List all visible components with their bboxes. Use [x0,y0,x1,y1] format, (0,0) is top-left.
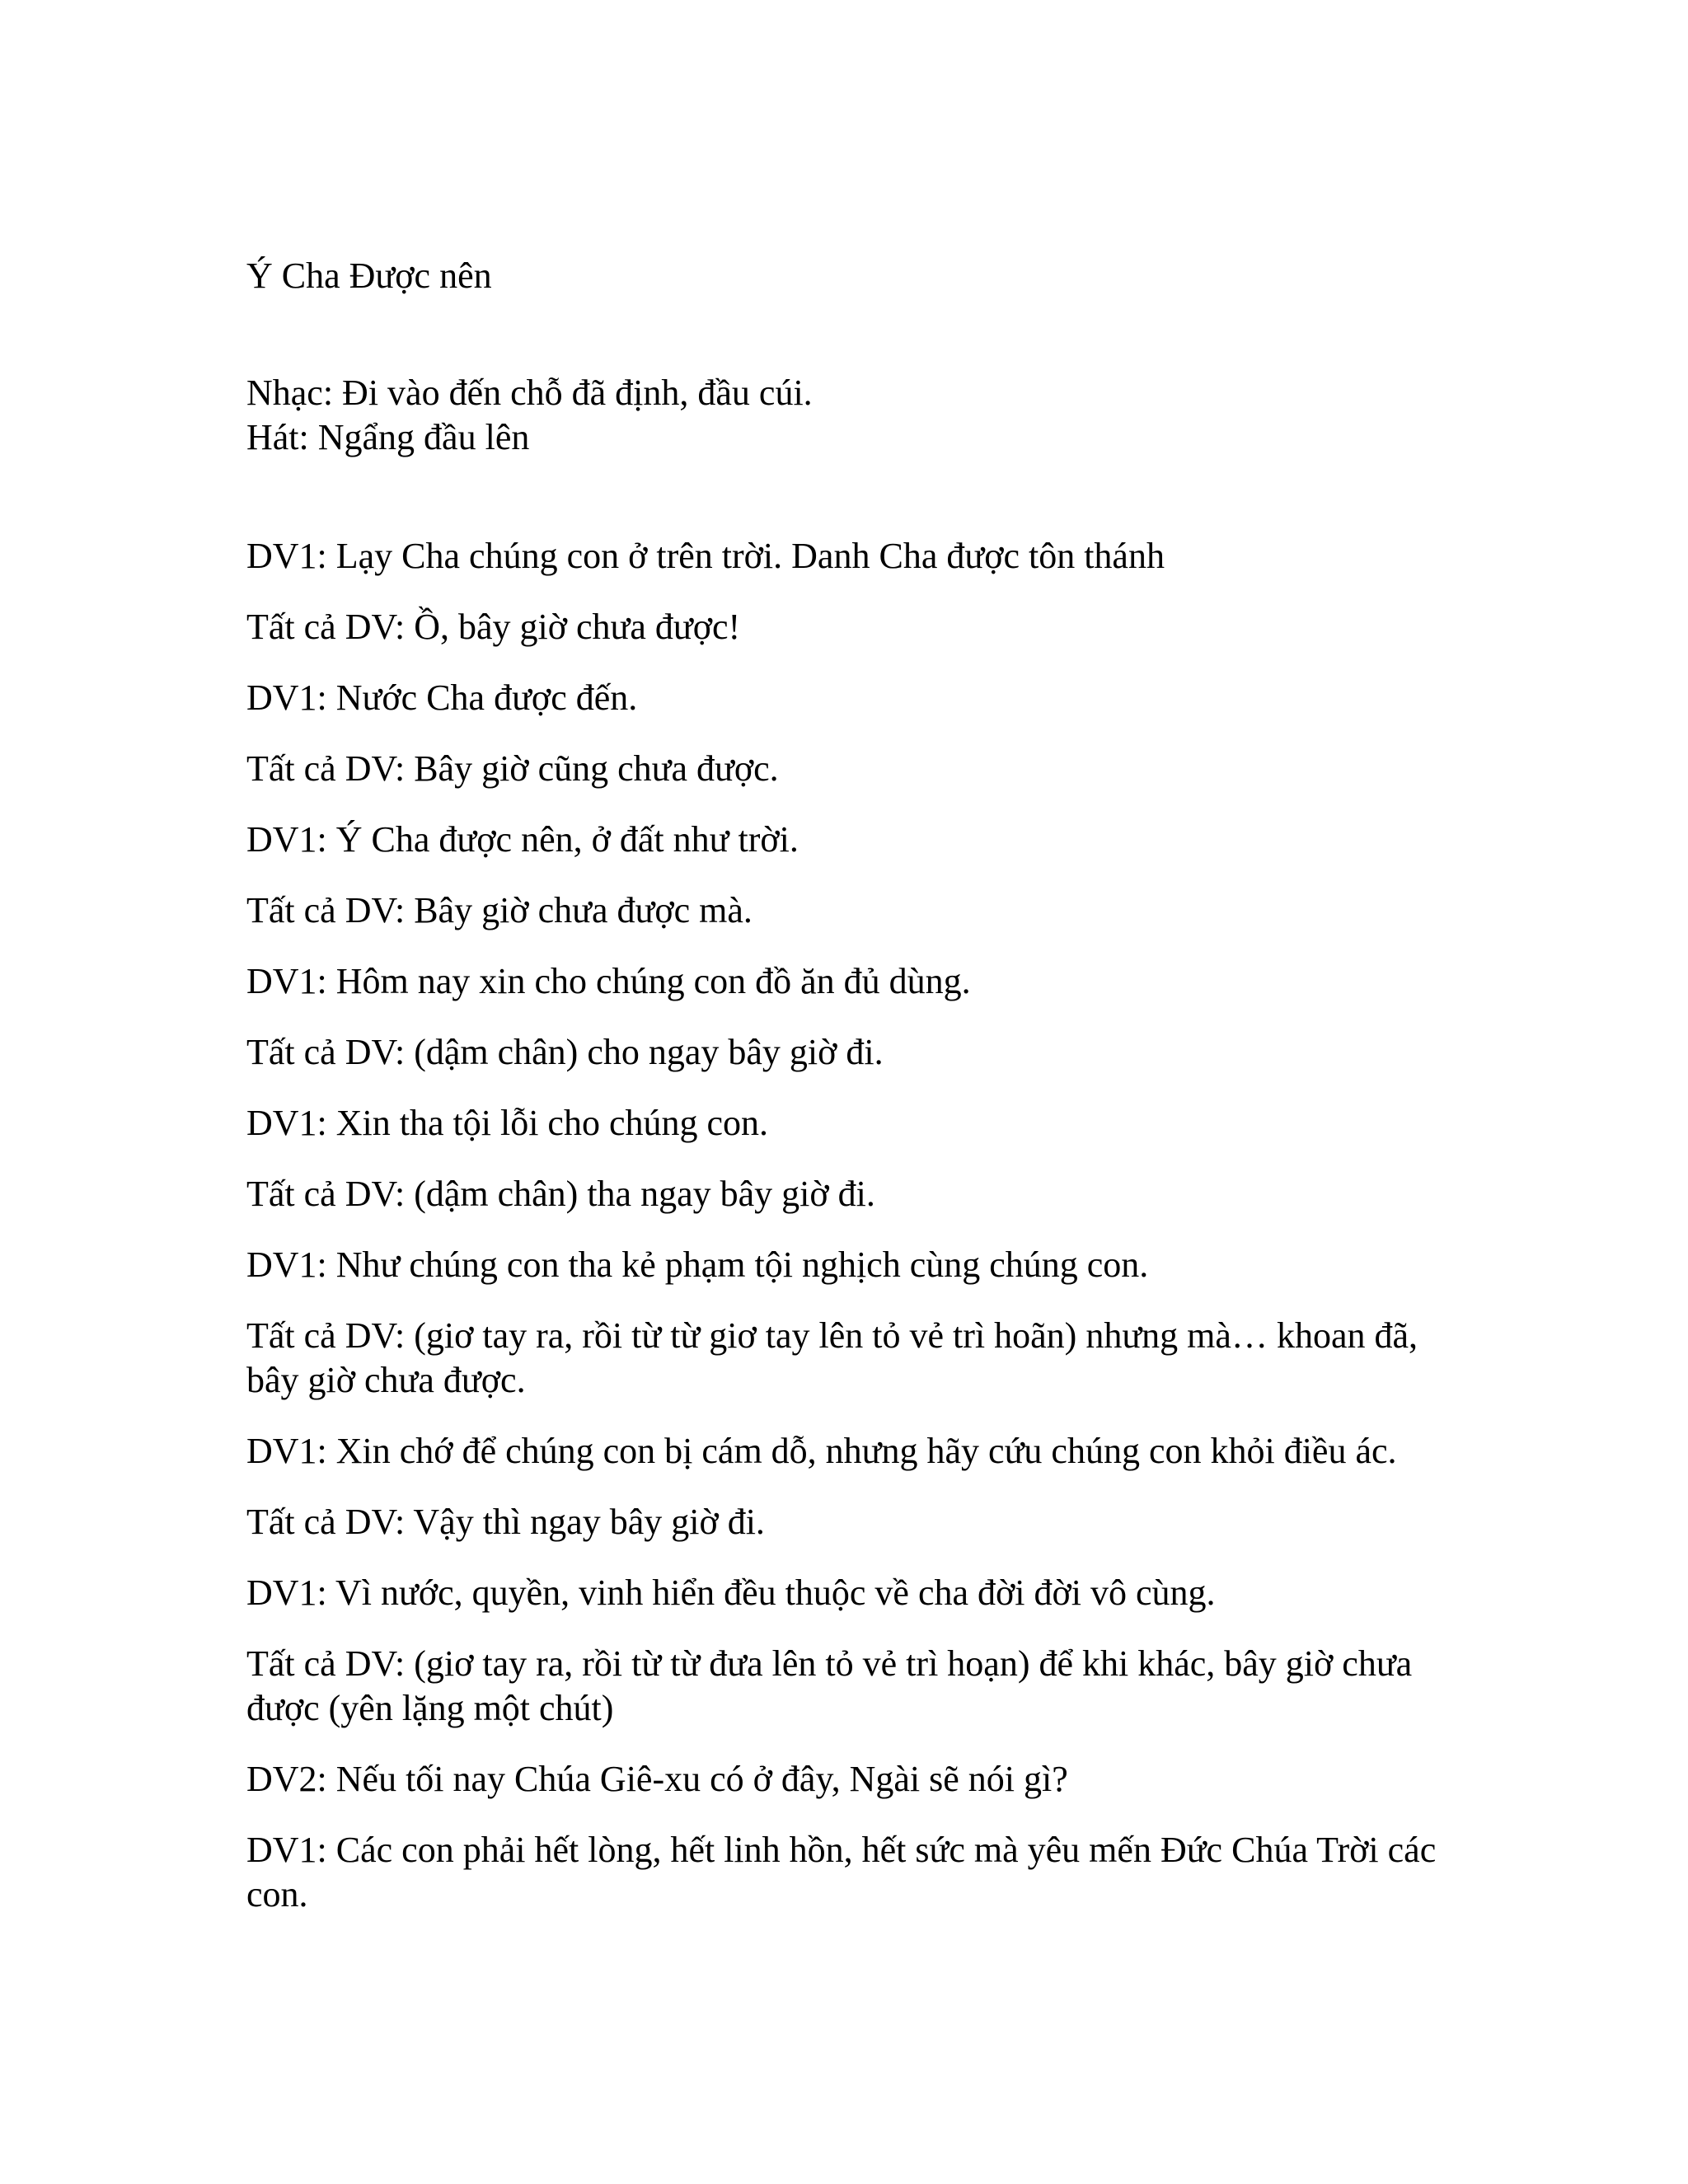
dialogue-line: Tất cả DV: Ồ, bây giờ chưa được! [246,607,741,647]
document-content [246,254,1450,1943]
dialogue-line: Tất cả DV: (giơ tay ra, rồi từ từ đưa lên tỏ vẻ trì hoạn) để khi khác, bây giờ chưa được (yên lặng một chút) [246,1643,1413,1728]
dialogue-line: Tất cả DV: (dậm chân) cho ngay bây giờ đi. [246,1032,884,1072]
intro-line-music: Nhạc: Đi vào đến chỗ đã định, đầu cúi. [246,373,813,413]
dialogue-line: Tất cả DV: (dậm chân) tha ngay bây giờ đi. [246,1174,875,1214]
dialogue-line: DV1: Lạy Cha chúng con ở trên trời. Danh Cha được tôn thánh [246,536,1165,576]
dialogue-line: Tất cả DV: Bây giờ cũng chưa được. [246,748,779,789]
dialogue-line: DV1: Xin chớ để chúng con bị cám dỗ, nhưng hãy cứu chúng con khỏi điều ác. [246,1431,1397,1471]
dialogue-line: DV2: Nếu tối nay Chúa Giê-xu có ở đây, Ngài sẽ nói gì? [246,1759,1068,1799]
intro-line-sing: Hát: Ngẩng đầu lên [246,417,530,457]
dialogue-line: DV1: Vì nước, quyền, vinh hiển đều thuộc về cha đời đời vô cùng. [246,1572,1216,1613]
dialogue-block [246,534,1450,1917]
dialogue-line: DV1: Hôm nay xin cho chúng con đồ ăn đủ dùng. [246,961,971,1001]
page-title: Ý Cha Được nên [246,255,492,296]
dialogue-line: DV1: Các con phải hết lòng, hết linh hồn, hết sức mà yêu mến Đức Chúa Trời các con. [246,1830,1437,1915]
intro-block [246,371,1450,460]
dialogue-line: DV1: Như chúng con tha kẻ phạm tội nghịch cùng chúng con. [246,1244,1149,1285]
dialogue-line: DV1: Nước Cha được đến. [246,677,638,718]
dialogue-line: Tất cả DV: Vậy thì ngay bây giờ đi. [246,1502,765,1542]
dialogue-line: Tất cả DV: (giơ tay ra, rồi từ từ giơ tay lên tỏ vẻ trì hoãn) nhưng mà… khoan đã, bây giờ chưa được. [246,1315,1418,1400]
dialogue-line: Tất cả DV: Bây giờ chưa được mà. [246,890,753,930]
dialogue-line: DV1: Ý Cha được nên, ở đất như trời. [246,819,799,860]
dialogue-line: DV1: Xin tha tội lỗi cho chúng con. [246,1103,769,1143]
